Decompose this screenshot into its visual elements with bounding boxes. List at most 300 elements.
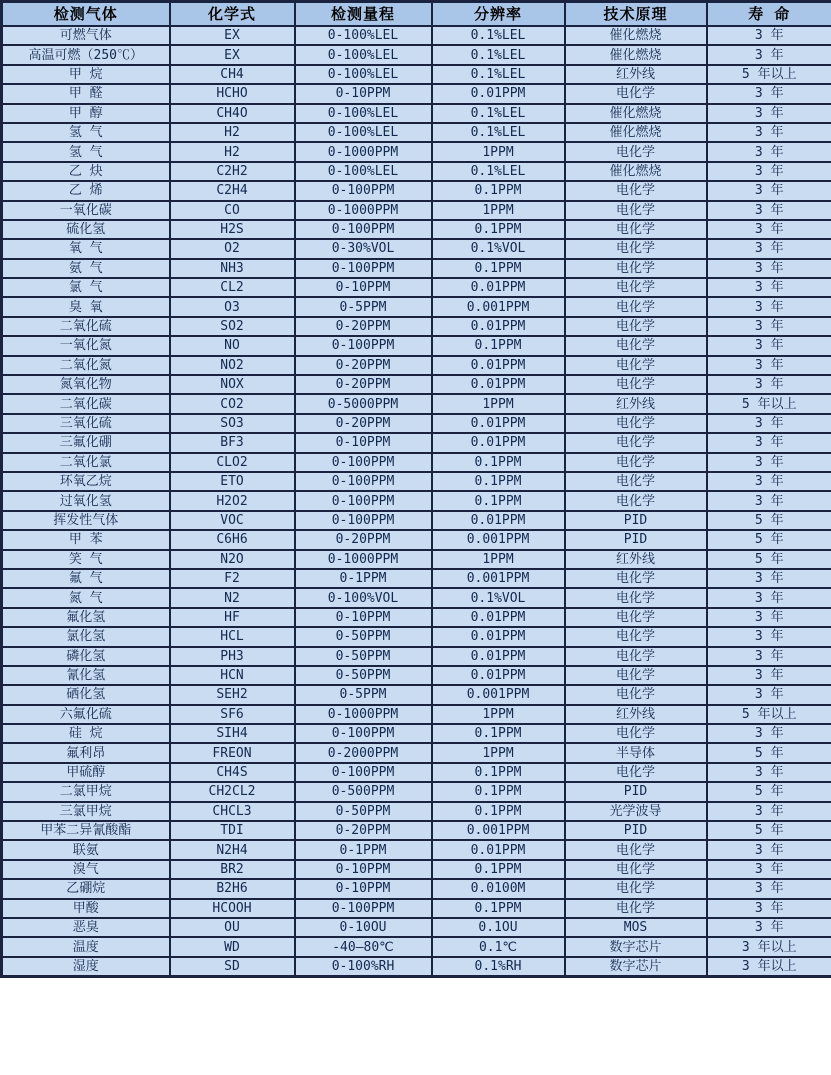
formula-cell: N2O <box>170 550 295 569</box>
formula-cell: FREON <box>170 743 295 762</box>
table-row <box>2 724 831 743</box>
formula-cell: BF3 <box>170 433 295 452</box>
principle-cell: 电化学 <box>565 627 707 646</box>
formula-cell: CO2 <box>170 394 295 413</box>
lifespan-cell: 3 年 <box>707 840 831 859</box>
range-cell: 0-1PPM <box>295 569 432 588</box>
resolution-cell: 0.01PPM <box>432 84 565 103</box>
table-row <box>2 414 831 433</box>
range-cell: 0-1PPM <box>295 840 432 859</box>
resolution-cell: 0.001PPM <box>432 297 565 316</box>
table-row <box>2 840 831 859</box>
resolution-cell: 0.1PPM <box>432 336 565 355</box>
principle-cell: 电化学 <box>565 763 707 782</box>
lifespan-cell: 3 年 <box>707 666 831 685</box>
resolution-cell: 0.1%LEL <box>432 45 565 64</box>
range-cell: 0-100PPM <box>295 336 432 355</box>
resolution-cell: 0.1PPM <box>432 802 565 821</box>
lifespan-cell: 3 年 <box>707 472 831 491</box>
range-cell: 0-1000PPM <box>295 142 432 161</box>
table-row <box>2 511 831 530</box>
lifespan-cell: 3 年 <box>707 375 831 394</box>
principle-cell: 红外线 <box>565 550 707 569</box>
range-cell: 0-20PPM <box>295 356 432 375</box>
resolution-cell: 0.0100M <box>432 879 565 898</box>
formula-cell: HCN <box>170 666 295 685</box>
formula-cell: EX <box>170 45 295 64</box>
formula-cell: SO3 <box>170 414 295 433</box>
lifespan-cell: 3 年 <box>707 918 831 937</box>
formula-cell: O2 <box>170 239 295 258</box>
table-row <box>2 821 831 840</box>
gas-name-cell: 氧 气 <box>2 239 170 258</box>
resolution-cell: 0.1PPM <box>432 860 565 879</box>
resolution-cell: 0.01PPM <box>432 433 565 452</box>
gas-name-cell: 乙 炔 <box>2 162 170 181</box>
lifespan-cell: 3 年 <box>707 336 831 355</box>
lifespan-cell: 3 年 <box>707 26 831 45</box>
column-header-resolution: 分辨率 <box>432 2 565 27</box>
gas-name-cell: 甲 醛 <box>2 84 170 103</box>
lifespan-cell: 3 年 <box>707 647 831 666</box>
resolution-cell: 0.1%LEL <box>432 65 565 84</box>
formula-cell: NO <box>170 336 295 355</box>
range-cell: 0-100PPM <box>295 453 432 472</box>
lifespan-cell: 3 年 <box>707 123 831 142</box>
lifespan-cell: 3 年 <box>707 588 831 607</box>
range-cell: 0-10PPM <box>295 433 432 452</box>
lifespan-cell: 3 年 <box>707 142 831 161</box>
table-row <box>2 918 831 937</box>
lifespan-cell: 3 年 <box>707 297 831 316</box>
lifespan-cell: 3 年以上 <box>707 957 831 977</box>
gas-name-cell: 环氧乙烷 <box>2 472 170 491</box>
gas-name-cell: 硅 烷 <box>2 724 170 743</box>
resolution-cell: 0.01PPM <box>432 414 565 433</box>
gas-name-cell: 乙 烯 <box>2 181 170 200</box>
resolution-cell: 0.1PPM <box>432 259 565 278</box>
principle-cell: 电化学 <box>565 259 707 278</box>
formula-cell: N2 <box>170 588 295 607</box>
lifespan-cell: 3 年 <box>707 45 831 64</box>
formula-cell: N2H4 <box>170 840 295 859</box>
table-row <box>2 569 831 588</box>
table-row <box>2 627 831 646</box>
range-cell: 0-100%LEL <box>295 123 432 142</box>
resolution-cell: 0.01PPM <box>432 608 565 627</box>
range-cell: 0-10OU <box>295 918 432 937</box>
resolution-cell: 1PPM <box>432 201 565 220</box>
gas-name-cell: 硒化氢 <box>2 685 170 704</box>
range-cell: 0-20PPM <box>295 414 432 433</box>
table-row <box>2 297 831 316</box>
range-cell: 0-100PPM <box>295 511 432 530</box>
range-cell: 0-10PPM <box>295 860 432 879</box>
gas-name-cell: 可燃气体 <box>2 26 170 45</box>
lifespan-cell: 3 年 <box>707 608 831 627</box>
principle-cell: 电化学 <box>565 239 707 258</box>
gas-name-cell: 温度 <box>2 937 170 956</box>
formula-cell: SO2 <box>170 317 295 336</box>
gas-name-cell: 一氧化氮 <box>2 336 170 355</box>
lifespan-cell: 5 年以上 <box>707 65 831 84</box>
lifespan-cell: 3 年 <box>707 453 831 472</box>
resolution-cell: 1PPM <box>432 743 565 762</box>
table-row <box>2 763 831 782</box>
gas-name-cell: 二氯甲烷 <box>2 782 170 801</box>
lifespan-cell: 3 年 <box>707 239 831 258</box>
table-row <box>2 666 831 685</box>
resolution-cell: 0.001PPM <box>432 569 565 588</box>
resolution-cell: 1PPM <box>432 550 565 569</box>
formula-cell: HCHO <box>170 84 295 103</box>
table-row <box>2 201 831 220</box>
lifespan-cell: 3 年 <box>707 317 831 336</box>
lifespan-cell: 3 年 <box>707 802 831 821</box>
resolution-cell: 0.01PPM <box>432 647 565 666</box>
resolution-cell: 0.001PPM <box>432 685 565 704</box>
range-cell: 0-10PPM <box>295 608 432 627</box>
formula-cell: H2S <box>170 220 295 239</box>
gas-name-cell: 氟化氢 <box>2 608 170 627</box>
gas-name-cell: 氮氧化物 <box>2 375 170 394</box>
principle-cell: 电化学 <box>565 84 707 103</box>
column-header-formula: 化学式 <box>170 2 295 27</box>
formula-cell: H2 <box>170 123 295 142</box>
resolution-cell: 1PPM <box>432 142 565 161</box>
table-row <box>2 899 831 918</box>
principle-cell: 电化学 <box>565 569 707 588</box>
table-row <box>2 685 831 704</box>
principle-cell: 电化学 <box>565 899 707 918</box>
principle-cell: 数字芯片 <box>565 957 707 977</box>
range-cell: 0-5000PPM <box>295 394 432 413</box>
range-cell: 0-2000PPM <box>295 743 432 762</box>
gas-name-cell: 臭 氧 <box>2 297 170 316</box>
range-cell: -40—80℃ <box>295 937 432 956</box>
resolution-cell: 0.01PPM <box>432 356 565 375</box>
gas-name-cell: 笑 气 <box>2 550 170 569</box>
lifespan-cell: 3 年 <box>707 220 831 239</box>
range-cell: 0-50PPM <box>295 627 432 646</box>
formula-cell: VOC <box>170 511 295 530</box>
principle-cell: 电化学 <box>565 356 707 375</box>
table-row <box>2 957 831 977</box>
lifespan-cell: 3 年 <box>707 259 831 278</box>
resolution-cell: 0.01PPM <box>432 317 565 336</box>
table-row <box>2 317 831 336</box>
formula-cell: CLO2 <box>170 453 295 472</box>
formula-cell: NOX <box>170 375 295 394</box>
formula-cell: CH4S <box>170 763 295 782</box>
formula-cell: SEH2 <box>170 685 295 704</box>
gas-name-cell: 甲苯二异氰酸酯 <box>2 821 170 840</box>
table-row <box>2 608 831 627</box>
principle-cell: 电化学 <box>565 840 707 859</box>
lifespan-cell: 3 年 <box>707 356 831 375</box>
principle-cell: 半导体 <box>565 743 707 762</box>
table-row <box>2 142 831 161</box>
range-cell: 0-100%LEL <box>295 45 432 64</box>
resolution-cell: 0.001PPM <box>432 821 565 840</box>
resolution-cell: 0.01PPM <box>432 278 565 297</box>
gas-name-cell: 磷化氢 <box>2 647 170 666</box>
table-row <box>2 802 831 821</box>
range-cell: 0-5PPM <box>295 685 432 704</box>
principle-cell: 电化学 <box>565 588 707 607</box>
resolution-cell: 0.1℃ <box>432 937 565 956</box>
range-cell: 0-50PPM <box>295 666 432 685</box>
formula-cell: HCOOH <box>170 899 295 918</box>
formula-cell: C2H4 <box>170 181 295 200</box>
principle-cell: 电化学 <box>565 433 707 452</box>
principle-cell: 红外线 <box>565 394 707 413</box>
formula-cell: CH2CL2 <box>170 782 295 801</box>
range-cell: 0-10PPM <box>295 879 432 898</box>
lifespan-cell: 3 年以上 <box>707 937 831 956</box>
formula-cell: F2 <box>170 569 295 588</box>
gas-name-cell: 一氧化碳 <box>2 201 170 220</box>
lifespan-cell: 5 年 <box>707 782 831 801</box>
column-header-lifespan: 寿 命 <box>707 2 831 27</box>
formula-cell: SF6 <box>170 705 295 724</box>
formula-cell: CH4O <box>170 104 295 123</box>
principle-cell: 电化学 <box>565 201 707 220</box>
table-row <box>2 937 831 956</box>
lifespan-cell: 3 年 <box>707 201 831 220</box>
formula-cell: SD <box>170 957 295 977</box>
formula-cell: PH3 <box>170 647 295 666</box>
resolution-cell: 1PPM <box>432 394 565 413</box>
range-cell: 0-100%LEL <box>295 104 432 123</box>
table-row <box>2 647 831 666</box>
principle-cell: 催化燃烧 <box>565 26 707 45</box>
range-cell: 0-100%VOL <box>295 588 432 607</box>
gas-name-cell: 氮 气 <box>2 588 170 607</box>
gas-name-cell: 恶臭 <box>2 918 170 937</box>
table-row <box>2 181 831 200</box>
principle-cell: 电化学 <box>565 375 707 394</box>
principle-cell: 电化学 <box>565 647 707 666</box>
resolution-cell: 0.1%RH <box>432 957 565 977</box>
table-row <box>2 782 831 801</box>
range-cell: 0-100PPM <box>295 181 432 200</box>
range-cell: 0-5PPM <box>295 297 432 316</box>
gas-name-cell: 三氟化硼 <box>2 433 170 452</box>
range-cell: 0-100%RH <box>295 957 432 977</box>
table-row <box>2 879 831 898</box>
principle-cell: MOS <box>565 918 707 937</box>
gas-name-cell: 联氨 <box>2 840 170 859</box>
formula-cell: ETO <box>170 472 295 491</box>
resolution-cell: 0.001PPM <box>432 530 565 549</box>
formula-cell: BR2 <box>170 860 295 879</box>
gas-name-cell: 氟 气 <box>2 569 170 588</box>
range-cell: 0-100%LEL <box>295 26 432 45</box>
range-cell: 0-100%LEL <box>295 65 432 84</box>
table-row <box>2 278 831 297</box>
lifespan-cell: 3 年 <box>707 491 831 510</box>
lifespan-cell: 5 年 <box>707 821 831 840</box>
principle-cell: 电化学 <box>565 142 707 161</box>
table-row <box>2 162 831 181</box>
formula-cell: O3 <box>170 297 295 316</box>
formula-cell: SIH4 <box>170 724 295 743</box>
principle-cell: 电化学 <box>565 220 707 239</box>
gas-name-cell: 二氧化氮 <box>2 356 170 375</box>
lifespan-cell: 3 年 <box>707 879 831 898</box>
formula-cell: CH4 <box>170 65 295 84</box>
resolution-cell: 0.1OU <box>432 918 565 937</box>
table-row <box>2 84 831 103</box>
range-cell: 0-100PPM <box>295 899 432 918</box>
formula-cell: OU <box>170 918 295 937</box>
formula-cell: HF <box>170 608 295 627</box>
principle-cell: 红外线 <box>565 65 707 84</box>
table-body <box>2 26 831 977</box>
gas-name-cell: 氰化氢 <box>2 666 170 685</box>
formula-cell: HCL <box>170 627 295 646</box>
principle-cell: 红外线 <box>565 705 707 724</box>
resolution-cell: 0.1PPM <box>432 453 565 472</box>
gas-name-cell: 二氧化氯 <box>2 453 170 472</box>
gas-name-cell: 过氧化氢 <box>2 491 170 510</box>
principle-cell: 光学波导 <box>565 802 707 821</box>
range-cell: 0-10PPM <box>295 278 432 297</box>
formula-cell: H2O2 <box>170 491 295 510</box>
range-cell: 0-1000PPM <box>295 550 432 569</box>
column-header-principle: 技术原理 <box>565 2 707 27</box>
lifespan-cell: 3 年 <box>707 569 831 588</box>
gas-name-cell: 氯化氢 <box>2 627 170 646</box>
resolution-cell: 0.1PPM <box>432 724 565 743</box>
range-cell: 0-100PPM <box>295 220 432 239</box>
table-row <box>2 356 831 375</box>
principle-cell: 电化学 <box>565 336 707 355</box>
gas-name-cell: 甲酸 <box>2 899 170 918</box>
lifespan-cell: 3 年 <box>707 84 831 103</box>
principle-cell: 催化燃烧 <box>565 123 707 142</box>
table-row <box>2 705 831 724</box>
resolution-cell: 0.01PPM <box>432 511 565 530</box>
lifespan-cell: 5 年以上 <box>707 394 831 413</box>
column-header-gas: 检测气体 <box>2 2 170 27</box>
gas-name-cell: 氢 气 <box>2 123 170 142</box>
range-cell: 0-50PPM <box>295 647 432 666</box>
gas-name-cell: 氟利昂 <box>2 743 170 762</box>
lifespan-cell: 5 年 <box>707 530 831 549</box>
formula-cell: H2 <box>170 142 295 161</box>
formula-cell: C6H6 <box>170 530 295 549</box>
range-cell: 0-100PPM <box>295 763 432 782</box>
resolution-cell: 0.1PPM <box>432 181 565 200</box>
lifespan-cell: 3 年 <box>707 860 831 879</box>
principle-cell: 催化燃烧 <box>565 162 707 181</box>
lifespan-cell: 5 年 <box>707 511 831 530</box>
resolution-cell: 0.1PPM <box>432 782 565 801</box>
resolution-cell: 0.01PPM <box>432 666 565 685</box>
formula-cell: CHCL3 <box>170 802 295 821</box>
range-cell: 0-100PPM <box>295 259 432 278</box>
range-cell: 0-500PPM <box>295 782 432 801</box>
principle-cell: 电化学 <box>565 278 707 297</box>
lifespan-cell: 3 年 <box>707 433 831 452</box>
gas-name-cell: 乙硼烷 <box>2 879 170 898</box>
table-row <box>2 259 831 278</box>
resolution-cell: 0.1%LEL <box>432 162 565 181</box>
formula-cell: B2H6 <box>170 879 295 898</box>
gas-name-cell: 高温可燃（250℃） <box>2 45 170 64</box>
table-row <box>2 472 831 491</box>
principle-cell: 数字芯片 <box>565 937 707 956</box>
gas-name-cell: 二氧化硫 <box>2 317 170 336</box>
principle-cell: 电化学 <box>565 414 707 433</box>
table-row <box>2 375 831 394</box>
table-row <box>2 104 831 123</box>
gas-name-cell: 挥发性气体 <box>2 511 170 530</box>
gas-name-cell: 甲 苯 <box>2 530 170 549</box>
principle-cell: 电化学 <box>565 181 707 200</box>
resolution-cell: 0.1PPM <box>432 491 565 510</box>
resolution-cell: 0.1%VOL <box>432 588 565 607</box>
lifespan-cell: 3 年 <box>707 414 831 433</box>
table-row <box>2 491 831 510</box>
range-cell: 0-10PPM <box>295 84 432 103</box>
range-cell: 0-100PPM <box>295 724 432 743</box>
range-cell: 0-20PPM <box>295 821 432 840</box>
gas-name-cell: 氨 气 <box>2 259 170 278</box>
principle-cell: PID <box>565 782 707 801</box>
range-cell: 0-100PPM <box>295 472 432 491</box>
lifespan-cell: 3 年 <box>707 104 831 123</box>
resolution-cell: 0.1%LEL <box>432 26 565 45</box>
resolution-cell: 0.1%LEL <box>432 123 565 142</box>
principle-cell: 电化学 <box>565 317 707 336</box>
principle-cell: 电化学 <box>565 860 707 879</box>
principle-cell: 电化学 <box>565 608 707 627</box>
gas-name-cell: 硫化氢 <box>2 220 170 239</box>
gas-name-cell: 氢 气 <box>2 142 170 161</box>
lifespan-cell: 5 年 <box>707 550 831 569</box>
resolution-cell: 0.1PPM <box>432 472 565 491</box>
principle-cell: PID <box>565 821 707 840</box>
table-row <box>2 394 831 413</box>
table-row <box>2 336 831 355</box>
principle-cell: 电化学 <box>565 685 707 704</box>
resolution-cell: 0.1PPM <box>432 763 565 782</box>
gas-name-cell: 甲硫醇 <box>2 763 170 782</box>
principle-cell: 催化燃烧 <box>565 45 707 64</box>
formula-cell: NH3 <box>170 259 295 278</box>
table-row <box>2 743 831 762</box>
resolution-cell: 1PPM <box>432 705 565 724</box>
range-cell: 0-50PPM <box>295 802 432 821</box>
range-cell: 0-1000PPM <box>295 201 432 220</box>
gas-name-cell: 甲 醇 <box>2 104 170 123</box>
range-cell: 0-30%VOL <box>295 239 432 258</box>
principle-cell: 电化学 <box>565 297 707 316</box>
principle-cell: 电化学 <box>565 491 707 510</box>
principle-cell: 电化学 <box>565 666 707 685</box>
table-row <box>2 123 831 142</box>
table-row <box>2 453 831 472</box>
gas-name-cell: 二氧化碳 <box>2 394 170 413</box>
lifespan-cell: 3 年 <box>707 162 831 181</box>
gas-name-cell: 氯 气 <box>2 278 170 297</box>
lifespan-cell: 5 年 <box>707 743 831 762</box>
principle-cell: 电化学 <box>565 453 707 472</box>
gas-name-cell: 三氧化硫 <box>2 414 170 433</box>
